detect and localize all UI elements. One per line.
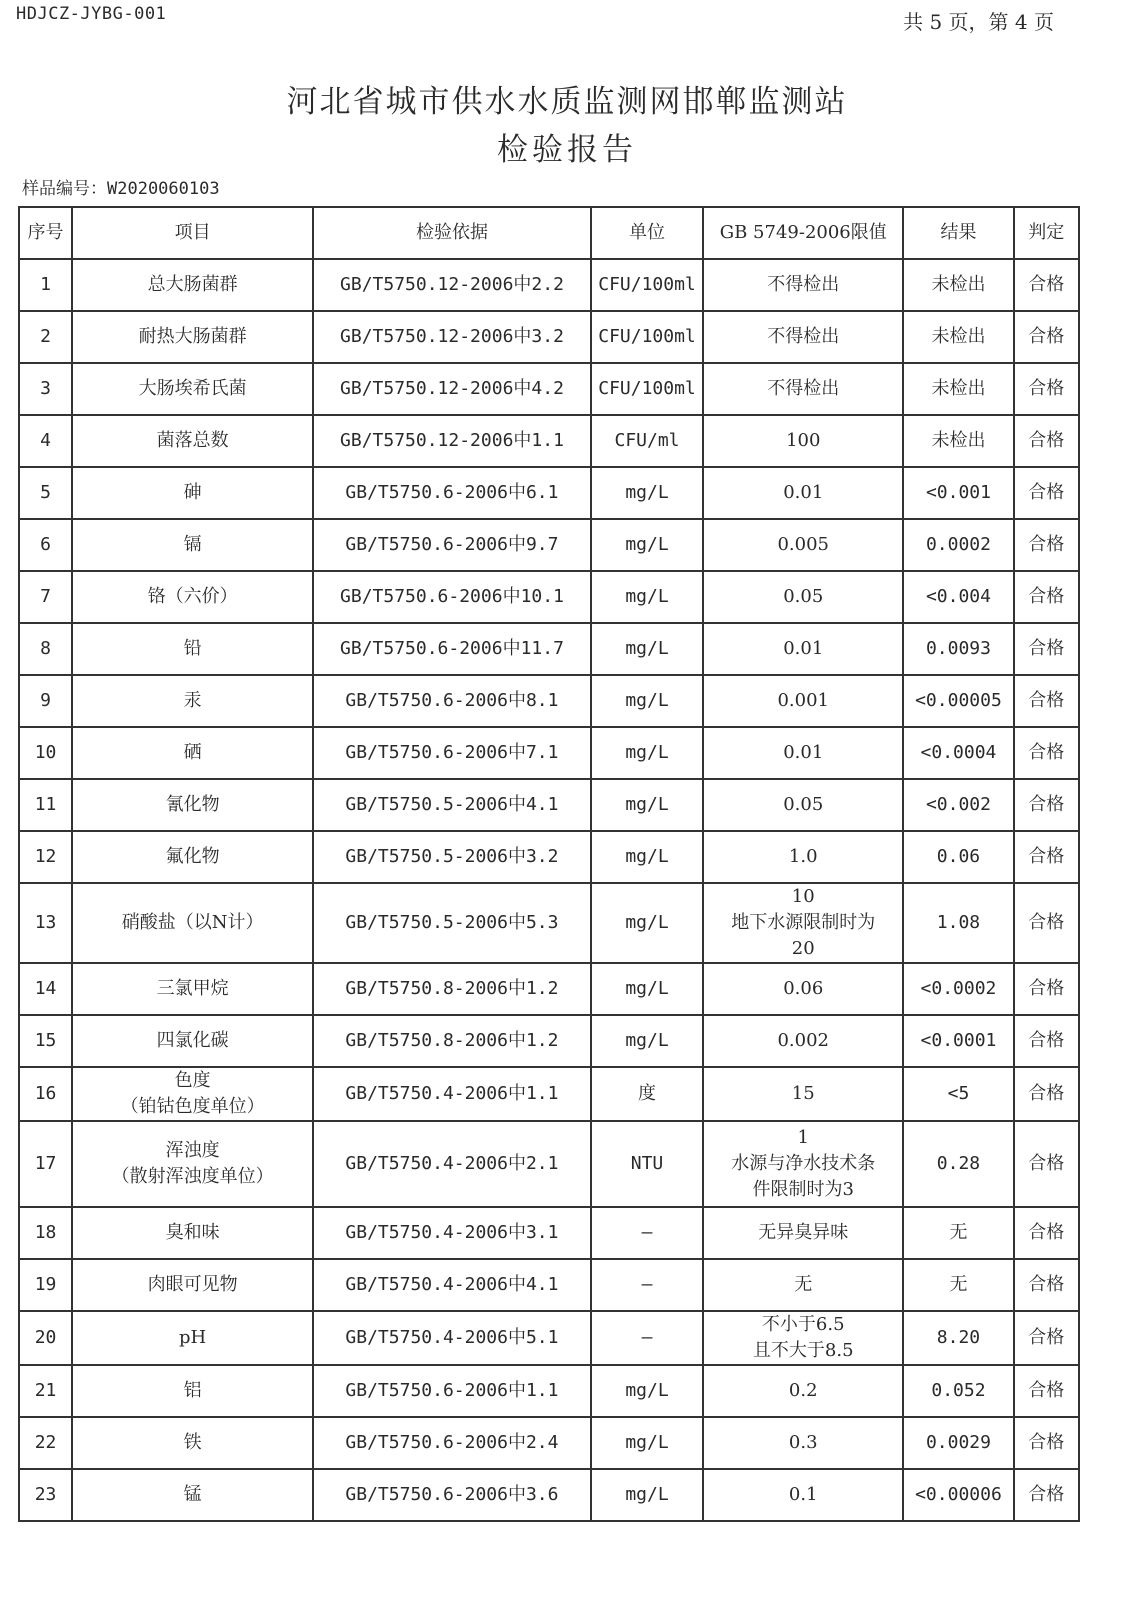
table-row — [19, 779, 1079, 831]
table-row — [19, 1015, 1079, 1067]
col-header-unit: 单位 — [591, 207, 703, 259]
cell-result: 未检出 — [903, 259, 1013, 311]
cell-no: 13 — [19, 883, 72, 963]
cell-unit: mg/L — [591, 883, 703, 963]
cell-verdict: 合格 — [1014, 571, 1079, 623]
cell-limit: 0.01 — [703, 467, 903, 519]
cell-verdict: 合格 — [1014, 1121, 1079, 1207]
cell-basis: GB/T5750.12-2006中1.1 — [313, 415, 591, 467]
cell-basis: GB/T5750.4-2006中1.1 — [313, 1067, 591, 1121]
cell-result: 未检出 — [903, 311, 1013, 363]
col-header-basis: 检验依据 — [313, 207, 591, 259]
cell-item: 硒 — [72, 727, 313, 779]
cell-no: 8 — [19, 623, 72, 675]
cell-no: 6 — [19, 519, 72, 571]
cell-limit: 0.3 — [703, 1417, 903, 1469]
cell-item: 肉眼可见物 — [72, 1259, 313, 1311]
cell-result: 0.28 — [903, 1121, 1013, 1207]
report-title: 河北省城市供水水质监测网邯郸监测站 — [286, 84, 848, 120]
cell-verdict: 合格 — [1014, 623, 1079, 675]
cell-limit: 15 — [703, 1067, 903, 1121]
cell-basis: GB/T5750.6-2006中8.1 — [313, 675, 591, 727]
cell-unit: CFU/ml — [591, 415, 703, 467]
cell-unit: mg/L — [591, 623, 703, 675]
document-code: HDJCZ-JYBG-001 — [16, 4, 167, 24]
table-row — [19, 1311, 1079, 1365]
cell-limit: 0.005 — [703, 519, 903, 571]
table-row — [19, 1259, 1079, 1311]
cell-no: 19 — [19, 1259, 72, 1311]
cell-verdict: 合格 — [1014, 259, 1079, 311]
cell-basis: GB/T5750.5-2006中5.3 — [313, 883, 591, 963]
cell-item: 铅 — [72, 623, 313, 675]
col-header-limit: GB 5749-2006限值 — [703, 207, 903, 259]
table-row — [19, 831, 1079, 883]
cell-unit: mg/L — [591, 467, 703, 519]
table-row — [19, 963, 1079, 1015]
cell-limit: 0.05 — [703, 779, 903, 831]
page-indicator: 共 5 页，第 4 页 — [903, 10, 1054, 34]
cell-no: 5 — [19, 467, 72, 519]
cell-no: 10 — [19, 727, 72, 779]
cell-no: 15 — [19, 1015, 72, 1067]
cell-unit: — — [591, 1207, 703, 1259]
cell-verdict: 合格 — [1014, 1417, 1079, 1469]
cell-item: 汞 — [72, 675, 313, 727]
cell-unit: CFU/100ml — [591, 311, 703, 363]
table-row — [19, 259, 1079, 311]
cell-item: 浑浊度 （散射浑浊度单位） — [72, 1121, 313, 1207]
cell-verdict: 合格 — [1014, 467, 1079, 519]
cell-no: 1 — [19, 259, 72, 311]
cell-limit: 0.01 — [703, 727, 903, 779]
report-subtitle: 检验报告 — [497, 132, 637, 168]
col-header-no: 序号 — [19, 207, 72, 259]
cell-item: 总大肠菌群 — [72, 259, 313, 311]
cell-basis: GB/T5750.5-2006中4.1 — [313, 779, 591, 831]
cell-item: 臭和味 — [72, 1207, 313, 1259]
cell-no: 12 — [19, 831, 72, 883]
cell-item: 砷 — [72, 467, 313, 519]
cell-result: 无 — [903, 1259, 1013, 1311]
sample-number — [22, 174, 220, 199]
cell-unit: NTU — [591, 1121, 703, 1207]
cell-limit: 不小于6.5 且不大于8.5 — [703, 1311, 903, 1365]
table-row — [19, 311, 1079, 363]
cell-basis: GB/T5750.6-2006中3.6 — [313, 1469, 591, 1521]
cell-no: 4 — [19, 415, 72, 467]
cell-result: 无 — [903, 1207, 1013, 1259]
cell-basis: GB/T5750.4-2006中2.1 — [313, 1121, 591, 1207]
cell-result: <0.00006 — [903, 1469, 1013, 1521]
sample-number-value: W2020060103 — [107, 179, 220, 199]
cell-basis: GB/T5750.4-2006中3.1 — [313, 1207, 591, 1259]
table-row — [19, 363, 1079, 415]
cell-result: <5 — [903, 1067, 1013, 1121]
cell-result: <0.00005 — [903, 675, 1013, 727]
cell-limit: 不得检出 — [703, 363, 903, 415]
cell-basis: GB/T5750.12-2006中4.2 — [313, 363, 591, 415]
cell-verdict: 合格 — [1014, 963, 1079, 1015]
cell-result: <0.002 — [903, 779, 1013, 831]
cell-basis: GB/T5750.6-2006中9.7 — [313, 519, 591, 571]
cell-item: 四氯化碳 — [72, 1015, 313, 1067]
cell-unit: mg/L — [591, 963, 703, 1015]
cell-item: 铝 — [72, 1365, 313, 1417]
cell-item: 色度 （铂钴色度单位） — [72, 1067, 313, 1121]
table-row — [19, 1067, 1079, 1121]
cell-verdict: 合格 — [1014, 1067, 1079, 1121]
cell-limit: 0.06 — [703, 963, 903, 1015]
cell-no: 18 — [19, 1207, 72, 1259]
table-row — [19, 675, 1079, 727]
cell-verdict: 合格 — [1014, 779, 1079, 831]
cell-basis: GB/T5750.6-2006中2.4 — [313, 1417, 591, 1469]
cell-result: <0.001 — [903, 467, 1013, 519]
table-row — [19, 727, 1079, 779]
cell-result: 1.08 — [903, 883, 1013, 963]
cell-item: 镉 — [72, 519, 313, 571]
cell-result: 未检出 — [903, 415, 1013, 467]
cell-verdict: 合格 — [1014, 519, 1079, 571]
cell-no: 23 — [19, 1469, 72, 1521]
cell-result: 未检出 — [903, 363, 1013, 415]
cell-limit: 不得检出 — [703, 311, 903, 363]
cell-verdict: 合格 — [1014, 1259, 1079, 1311]
cell-no: 21 — [19, 1365, 72, 1417]
table-row — [19, 1365, 1079, 1417]
cell-basis: GB/T5750.6-2006中1.1 — [313, 1365, 591, 1417]
cell-verdict: 合格 — [1014, 675, 1079, 727]
cell-item: 锰 — [72, 1469, 313, 1521]
cell-limit: 0.002 — [703, 1015, 903, 1067]
cell-verdict: 合格 — [1014, 727, 1079, 779]
cell-verdict: 合格 — [1014, 1015, 1079, 1067]
cell-verdict: 合格 — [1014, 1365, 1079, 1417]
cell-basis: GB/T5750.4-2006中5.1 — [313, 1311, 591, 1365]
cell-result: <0.0001 — [903, 1015, 1013, 1067]
cell-unit: CFU/100ml — [591, 259, 703, 311]
cell-unit: mg/L — [591, 831, 703, 883]
cell-unit: 度 — [591, 1067, 703, 1121]
cell-unit: mg/L — [591, 519, 703, 571]
col-header-item: 项目 — [72, 207, 313, 259]
cell-result: 0.052 — [903, 1365, 1013, 1417]
cell-result: 0.0002 — [903, 519, 1013, 571]
table-header-row — [19, 207, 1079, 259]
cell-no: 7 — [19, 571, 72, 623]
cell-limit: 1 水源与净水技术条 件限制时为3 — [703, 1121, 903, 1207]
col-header-result: 结果 — [903, 207, 1013, 259]
cell-basis: GB/T5750.12-2006中2.2 — [313, 259, 591, 311]
cell-limit: 0.01 — [703, 623, 903, 675]
cell-item: 大肠埃希氏菌 — [72, 363, 313, 415]
table-row — [19, 415, 1079, 467]
col-header-verdict: 判定 — [1014, 207, 1079, 259]
table-row — [19, 1121, 1079, 1207]
cell-item: 菌落总数 — [72, 415, 313, 467]
cell-item: pH — [72, 1311, 313, 1365]
cell-item: 三氯甲烷 — [72, 963, 313, 1015]
cell-unit: mg/L — [591, 779, 703, 831]
cell-unit: mg/L — [591, 1015, 703, 1067]
cell-unit: mg/L — [591, 1469, 703, 1521]
table-row — [19, 1469, 1079, 1521]
cell-limit: 0.1 — [703, 1469, 903, 1521]
cell-verdict: 合格 — [1014, 1469, 1079, 1521]
cell-limit: 10 地下水源限制时为 20 — [703, 883, 903, 963]
cell-unit: CFU/100ml — [591, 363, 703, 415]
cell-unit: mg/L — [591, 1365, 703, 1417]
cell-verdict: 合格 — [1014, 1207, 1079, 1259]
cell-result: <0.004 — [903, 571, 1013, 623]
cell-verdict: 合格 — [1014, 831, 1079, 883]
cell-basis: GB/T5750.6-2006中11.7 — [313, 623, 591, 675]
cell-limit: 无 — [703, 1259, 903, 1311]
cell-basis: GB/T5750.6-2006中10.1 — [313, 571, 591, 623]
table-row — [19, 1207, 1079, 1259]
table-row — [19, 467, 1079, 519]
cell-no: 9 — [19, 675, 72, 727]
cell-limit: 0.001 — [703, 675, 903, 727]
cell-verdict: 合格 — [1014, 415, 1079, 467]
sample-number-label: 样品编号： — [22, 179, 107, 199]
cell-no: 14 — [19, 963, 72, 1015]
cell-result: 0.0093 — [903, 623, 1013, 675]
cell-basis: GB/T5750.4-2006中4.1 — [313, 1259, 591, 1311]
cell-no: 11 — [19, 779, 72, 831]
cell-item: 氰化物 — [72, 779, 313, 831]
cell-unit: — — [591, 1311, 703, 1365]
cell-result: <0.0002 — [903, 963, 1013, 1015]
cell-basis: GB/T5750.12-2006中3.2 — [313, 311, 591, 363]
table-row — [19, 883, 1079, 963]
cell-item: 铬（六价） — [72, 571, 313, 623]
cell-basis: GB/T5750.8-2006中1.2 — [313, 1015, 591, 1067]
cell-unit: mg/L — [591, 675, 703, 727]
cell-limit: 不得检出 — [703, 259, 903, 311]
cell-limit: 0.05 — [703, 571, 903, 623]
cell-unit: mg/L — [591, 1417, 703, 1469]
cell-unit: mg/L — [591, 727, 703, 779]
table-row — [19, 1417, 1079, 1469]
cell-result: 8.20 — [903, 1311, 1013, 1365]
cell-limit: 无异臭异味 — [703, 1207, 903, 1259]
cell-no: 20 — [19, 1311, 72, 1365]
inspection-table — [18, 206, 1080, 1522]
cell-basis: GB/T5750.8-2006中1.2 — [313, 963, 591, 1015]
cell-no: 17 — [19, 1121, 72, 1207]
cell-item: 氟化物 — [72, 831, 313, 883]
cell-verdict: 合格 — [1014, 311, 1079, 363]
cell-no: 16 — [19, 1067, 72, 1121]
cell-unit: mg/L — [591, 571, 703, 623]
cell-basis: GB/T5750.5-2006中3.2 — [313, 831, 591, 883]
cell-item: 铁 — [72, 1417, 313, 1469]
table-row — [19, 519, 1079, 571]
cell-no: 22 — [19, 1417, 72, 1469]
table-row — [19, 623, 1079, 675]
cell-limit: 100 — [703, 415, 903, 467]
cell-unit: — — [591, 1259, 703, 1311]
cell-basis: GB/T5750.6-2006中7.1 — [313, 727, 591, 779]
table-row — [19, 571, 1079, 623]
table-body — [19, 259, 1079, 1521]
cell-limit: 1.0 — [703, 831, 903, 883]
cell-verdict: 合格 — [1014, 883, 1079, 963]
cell-no: 2 — [19, 311, 72, 363]
cell-item: 硝酸盐（以N计） — [72, 883, 313, 963]
cell-no: 3 — [19, 363, 72, 415]
cell-verdict: 合格 — [1014, 363, 1079, 415]
cell-result: 0.0029 — [903, 1417, 1013, 1469]
cell-verdict: 合格 — [1014, 1311, 1079, 1365]
cell-basis: GB/T5750.6-2006中6.1 — [313, 467, 591, 519]
cell-item: 耐热大肠菌群 — [72, 311, 313, 363]
cell-result: <0.0004 — [903, 727, 1013, 779]
cell-result: 0.06 — [903, 831, 1013, 883]
cell-limit: 0.2 — [703, 1365, 903, 1417]
